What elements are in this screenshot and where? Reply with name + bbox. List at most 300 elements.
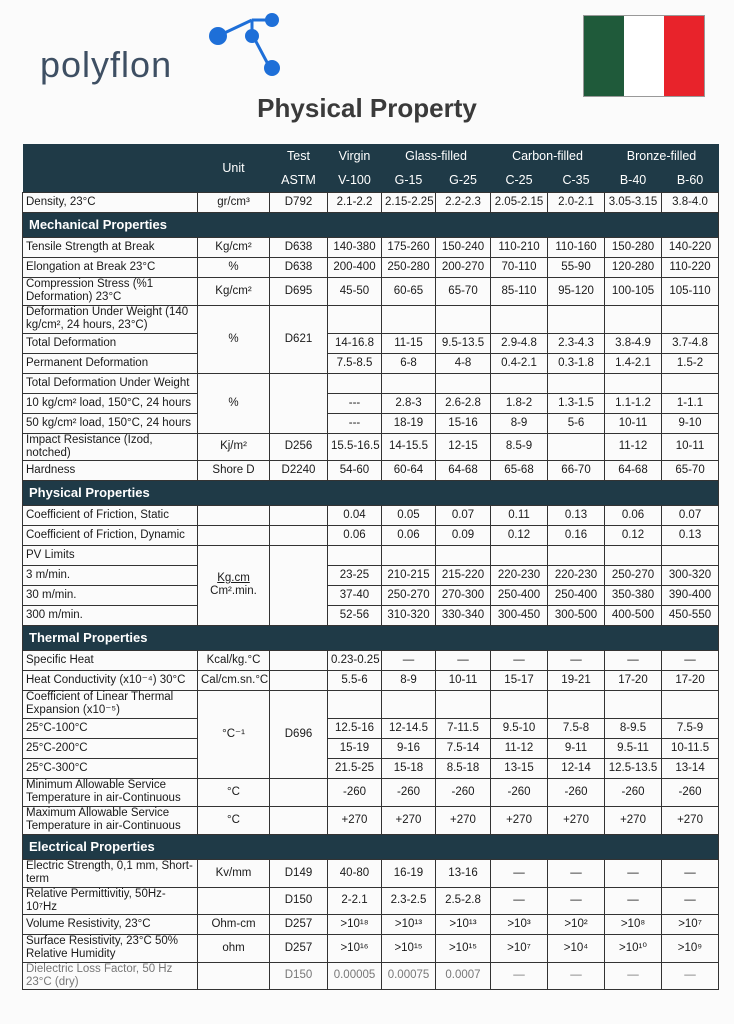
value-cell: -260 (662, 778, 719, 806)
value-cell: +270 (436, 806, 491, 834)
value-cell: --- (328, 393, 382, 413)
table-row (23, 333, 719, 353)
value-cell: 5.5-6 (328, 670, 382, 690)
value-cell: 0.04 (328, 505, 382, 525)
value-cell: 0.06 (382, 525, 436, 545)
property-table-wrapper (22, 144, 718, 990)
value-cell: 13-16 (436, 859, 491, 887)
value-cell: 0.16 (548, 525, 605, 545)
value-cell: 0.09 (436, 525, 491, 545)
test-cell: D696 (270, 690, 328, 778)
value-cell: 12.5-13.5 (605, 758, 662, 778)
value-cell (328, 545, 382, 565)
value-cell: >10⁸ (605, 914, 662, 934)
value-cell: 23-25 (328, 565, 382, 585)
unit-cell: Ohm-cm (198, 914, 270, 934)
value-cell: 210-215 (382, 565, 436, 585)
value-cell (548, 545, 605, 565)
value-cell: >10¹⁰ (605, 934, 662, 962)
test-cell: D792 (270, 192, 328, 212)
header-grade: B-40 (605, 168, 662, 192)
value-cell (548, 690, 605, 718)
polyflon-logo (40, 6, 260, 86)
test-cell (270, 373, 328, 433)
property-label: Relative Permittivitiy, 50Hz-10⁷Hz (23, 887, 198, 914)
property-label: 3 m/min. (23, 565, 198, 585)
value-cell (382, 305, 436, 333)
value-cell: 7.5-8 (548, 718, 605, 738)
value-cell: 250-270 (382, 585, 436, 605)
value-cell: 8.5-18 (436, 758, 491, 778)
value-cell (662, 373, 719, 393)
header-grade: G-15 (382, 168, 436, 192)
value-cell: 65-70 (662, 460, 719, 480)
test-cell (270, 670, 328, 690)
flag-stripe-1 (584, 16, 624, 96)
table-row (23, 585, 719, 605)
value-cell (436, 545, 491, 565)
value-cell: 15-16 (436, 413, 491, 433)
value-cell: 12-14 (548, 758, 605, 778)
property-label: Coefficient of Friction, Static (23, 505, 198, 525)
value-cell: 0.11 (491, 505, 548, 525)
value-cell: 12.5-16 (328, 718, 382, 738)
value-cell: 7.5-8.5 (328, 353, 382, 373)
value-cell: 4-8 (436, 353, 491, 373)
value-cell: 400-500 (605, 605, 662, 625)
value-cell: >10¹³ (436, 914, 491, 934)
table-row (23, 393, 719, 413)
value-cell: 250-280 (382, 257, 436, 277)
unit-cell: % (198, 305, 270, 373)
section-title: Electrical Properties (23, 834, 719, 859)
value-cell: 0.05 (382, 505, 436, 525)
value-cell: 0.13 (548, 505, 605, 525)
value-cell: 40-80 (328, 859, 382, 887)
value-cell: 14-15.5 (382, 433, 436, 460)
value-cell: 52-56 (328, 605, 382, 625)
value-cell (548, 373, 605, 393)
value-cell: 70-110 (491, 257, 548, 277)
value-cell: 2.1-2.2 (328, 192, 382, 212)
table-row (23, 545, 719, 565)
value-cell: 64-68 (605, 460, 662, 480)
test-cell (270, 650, 328, 670)
value-cell: 175-260 (382, 237, 436, 257)
value-cell: >10² (548, 914, 605, 934)
property-label: Electric Strength, 0,1 mm, Short-term (23, 859, 198, 887)
table-row (23, 237, 719, 257)
flag-image (583, 15, 705, 97)
value-cell: 65-70 (436, 277, 491, 305)
value-cell: +270 (382, 806, 436, 834)
value-cell: +270 (491, 806, 548, 834)
test-cell: D256 (270, 433, 328, 460)
value-cell (328, 305, 382, 333)
value-cell: 2.15-2.25 (382, 192, 436, 212)
test-cell: D695 (270, 277, 328, 305)
value-cell: >10⁹ (662, 934, 719, 962)
value-cell: 2.8-3 (382, 393, 436, 413)
table-row (23, 433, 719, 460)
property-label: Specific Heat (23, 650, 198, 670)
property-label: 25°C-300°C (23, 758, 198, 778)
value-cell: 0.06 (328, 525, 382, 545)
value-cell: 300-320 (662, 565, 719, 585)
value-cell: 18-19 (382, 413, 436, 433)
unit-cell: Cal/cm.sn.°C (198, 670, 270, 690)
value-cell: 0.07 (662, 505, 719, 525)
section-title: Physical Properties (23, 480, 719, 505)
value-cell: 2.9-4.8 (491, 333, 548, 353)
section-physical (23, 480, 719, 505)
value-cell (328, 373, 382, 393)
unit-cell (198, 525, 270, 545)
property-label: 10 kg/cm² load, 150°C, 24 hours (23, 393, 198, 413)
header-unit: Unit (198, 144, 270, 192)
value-cell: 0.3-1.8 (548, 353, 605, 373)
value-cell: 15-17 (491, 670, 548, 690)
value-cell: 120-280 (605, 257, 662, 277)
header-row-1 (23, 144, 719, 168)
header-astm: ASTM (270, 168, 328, 192)
logo-text: polyflon (40, 44, 173, 85)
value-cell: 0.4-2.1 (491, 353, 548, 373)
unit-cell (198, 545, 270, 625)
value-cell: 3.8-4.0 (662, 192, 719, 212)
property-label: Deformation Under Weight (140 kg/cm², 24 hours, 23°C) (23, 305, 198, 333)
property-label: 50 kg/cm² load, 150°C, 24 hours (23, 413, 198, 433)
value-cell: >10⁴ (548, 934, 605, 962)
test-cell (270, 806, 328, 834)
unit-cell: Kcal/kg.°C (198, 650, 270, 670)
value-cell: 0.12 (605, 525, 662, 545)
value-cell: 1.1-1.2 (605, 393, 662, 413)
section-title: Mechanical Properties (23, 212, 719, 237)
table-row (23, 277, 719, 305)
value-cell: — (605, 962, 662, 989)
value-cell: 12-15 (436, 433, 491, 460)
value-cell (382, 690, 436, 718)
value-cell: -260 (382, 778, 436, 806)
value-cell: 310-320 (382, 605, 436, 625)
property-label: Total Deformation (23, 333, 198, 353)
molecule-icon (180, 6, 290, 86)
property-label: Maximum Allowable Service Temperature in air-Continuous (23, 806, 198, 834)
header-group-carbon: Carbon-filled (491, 144, 605, 168)
value-cell: 1.3-1.5 (548, 393, 605, 413)
unit-cell: °C (198, 778, 270, 806)
test-cell (270, 505, 328, 525)
table-row (23, 257, 719, 277)
value-cell: 95-120 (548, 277, 605, 305)
value-cell: 215-220 (436, 565, 491, 585)
value-cell: 350-380 (605, 585, 662, 605)
header-group-glass: Glass-filled (382, 144, 491, 168)
property-label: Density, 23°C (23, 192, 198, 212)
unit-cell (198, 505, 270, 525)
value-cell: 9.5-11 (605, 738, 662, 758)
value-cell: 8-9 (491, 413, 548, 433)
value-cell: 0.06 (605, 505, 662, 525)
value-cell: 150-240 (436, 237, 491, 257)
property-label: Compression Stress (%1 Deformation) 23°C (23, 277, 198, 305)
value-cell: 19-21 (548, 670, 605, 690)
value-cell: --- (328, 413, 382, 433)
property-table (22, 144, 719, 990)
value-cell (491, 373, 548, 393)
value-cell: 13-15 (491, 758, 548, 778)
pv-unit-denominator: Cm².min. (210, 585, 257, 597)
value-cell: — (548, 887, 605, 914)
value-cell: 10-11 (662, 433, 719, 460)
value-cell (605, 305, 662, 333)
table-row (23, 859, 719, 887)
value-cell: 150-280 (605, 237, 662, 257)
value-cell: 11-12 (491, 738, 548, 758)
value-cell (382, 545, 436, 565)
value-cell: 270-300 (436, 585, 491, 605)
unit-cell: gr/cm³ (198, 192, 270, 212)
value-cell: 9-16 (382, 738, 436, 758)
value-cell: 37-40 (328, 585, 382, 605)
unit-cell: ohm (198, 934, 270, 962)
value-cell: 15.5-16.5 (328, 433, 382, 460)
value-cell: 1.8-2 (491, 393, 548, 413)
value-cell: 3.05-3.15 (605, 192, 662, 212)
value-cell: 100-105 (605, 277, 662, 305)
value-cell: 65-68 (491, 460, 548, 480)
value-cell (382, 373, 436, 393)
test-cell: D257 (270, 934, 328, 962)
value-cell: 0.12 (491, 525, 548, 545)
value-cell: 250-270 (605, 565, 662, 585)
table-row (23, 305, 719, 333)
value-cell: 140-220 (662, 237, 719, 257)
section-mechanical (23, 212, 719, 237)
value-cell: 21.5-25 (328, 758, 382, 778)
page-title: Physical Property (257, 93, 477, 123)
value-cell: 15-19 (328, 738, 382, 758)
value-cell: 16-19 (382, 859, 436, 887)
table-row (23, 738, 719, 758)
value-cell: >10³ (491, 914, 548, 934)
value-cell: 2.5-2.8 (436, 887, 491, 914)
table-row (23, 353, 719, 373)
value-cell: 2.3-2.5 (382, 887, 436, 914)
value-cell: 140-380 (328, 237, 382, 257)
value-cell: >10⁷ (662, 914, 719, 934)
value-cell: 7-11.5 (436, 718, 491, 738)
value-cell: 200-270 (436, 257, 491, 277)
unit-cell: % (198, 257, 270, 277)
value-cell: 60-65 (382, 277, 436, 305)
value-cell: 1-1.1 (662, 393, 719, 413)
value-cell: 2.05-2.15 (491, 192, 548, 212)
value-cell: 0.00005 (328, 962, 382, 989)
header-grade: V-100 (328, 168, 382, 192)
section-thermal (23, 625, 719, 650)
value-cell: 64-68 (436, 460, 491, 480)
value-cell: 9-11 (548, 738, 605, 758)
value-cell: +270 (605, 806, 662, 834)
value-cell: 0.0007 (436, 962, 491, 989)
value-cell: — (548, 962, 605, 989)
section-title: Thermal Properties (23, 625, 719, 650)
value-cell: 330-340 (436, 605, 491, 625)
value-cell: 10-11 (605, 413, 662, 433)
value-cell: >10¹³ (382, 914, 436, 934)
test-cell (270, 545, 328, 625)
unit-cell: % (198, 373, 270, 433)
unit-cell (198, 887, 270, 914)
value-cell: >10¹⁵ (436, 934, 491, 962)
value-cell: 7.5-9 (662, 718, 719, 738)
test-cell (270, 525, 328, 545)
table-row (23, 605, 719, 625)
table-row (23, 778, 719, 806)
value-cell: 10-11 (436, 670, 491, 690)
test-cell: D621 (270, 305, 328, 373)
value-cell: 220-230 (548, 565, 605, 585)
value-cell: -260 (548, 778, 605, 806)
unit-cell: °C⁻¹ (198, 690, 270, 778)
property-label: Tensile Strength at Break (23, 237, 198, 257)
unit-cell: °C (198, 806, 270, 834)
table-row (23, 758, 719, 778)
test-cell: D638 (270, 257, 328, 277)
property-label: Volume Resistivity, 23°C (23, 914, 198, 934)
table-row (23, 413, 719, 433)
value-cell: — (662, 887, 719, 914)
value-cell: 390-400 (662, 585, 719, 605)
value-cell: — (491, 859, 548, 887)
value-cell: 54-60 (328, 460, 382, 480)
value-cell: +270 (662, 806, 719, 834)
value-cell: — (548, 859, 605, 887)
value-cell: >10¹⁸ (328, 914, 382, 934)
value-cell: 15-18 (382, 758, 436, 778)
value-cell: 55-90 (548, 257, 605, 277)
value-cell: 11-15 (382, 333, 436, 353)
value-cell: 2.3-4.3 (548, 333, 605, 353)
property-label: Surface Resistivity, 23°C 50% Relative Humidity (23, 934, 198, 962)
value-cell: 2-2.1 (328, 887, 382, 914)
value-cell: 9.5-10 (491, 718, 548, 738)
value-cell: 9-10 (662, 413, 719, 433)
value-cell: 250-400 (491, 585, 548, 605)
table-row (23, 525, 719, 545)
value-cell: 8-9.5 (605, 718, 662, 738)
value-cell: 250-400 (548, 585, 605, 605)
value-cell: — (605, 859, 662, 887)
value-cell: 2.6-2.8 (436, 393, 491, 413)
value-cell: 12-14.5 (382, 718, 436, 738)
test-cell (270, 778, 328, 806)
value-cell: 17-20 (662, 670, 719, 690)
header-grade: C-25 (491, 168, 548, 192)
test-cell: D638 (270, 237, 328, 257)
value-cell: 450-550 (662, 605, 719, 625)
property-label: 300 m/min. (23, 605, 198, 625)
value-cell: 13-14 (662, 758, 719, 778)
value-cell (605, 545, 662, 565)
value-cell (436, 373, 491, 393)
test-cell: D150 (270, 887, 328, 914)
table-row (23, 505, 719, 525)
unit-cell: Kg/cm² (198, 237, 270, 257)
header-grade: G-25 (436, 168, 491, 192)
value-cell: — (605, 650, 662, 670)
value-cell (491, 545, 548, 565)
unit-cell: Kg/cm² (198, 277, 270, 305)
value-cell: 5-6 (548, 413, 605, 433)
table-row (23, 373, 719, 393)
value-cell (436, 305, 491, 333)
value-cell: — (662, 962, 719, 989)
value-cell: 110-160 (548, 237, 605, 257)
value-cell: — (491, 962, 548, 989)
header-test: Test (270, 144, 328, 168)
property-label: Dielectric Loss Factor, 50 Hz 23°C (dry) (23, 962, 198, 989)
value-cell (436, 690, 491, 718)
property-label: Impact Resistance (Izod, notched) (23, 433, 198, 460)
property-label: Hardness (23, 460, 198, 480)
test-cell: D257 (270, 914, 328, 934)
value-cell: 110-210 (491, 237, 548, 257)
value-cell: 300-500 (548, 605, 605, 625)
value-cell (662, 690, 719, 718)
table-row (23, 914, 719, 934)
value-cell: 6-8 (382, 353, 436, 373)
value-cell: 0.23-0.25 (328, 650, 382, 670)
value-cell: +270 (548, 806, 605, 834)
value-cell: +270 (328, 806, 382, 834)
value-cell: 66-70 (548, 460, 605, 480)
table-row (23, 962, 719, 989)
value-cell: >10⁷ (491, 934, 548, 962)
value-cell: 3.7-4.8 (662, 333, 719, 353)
value-cell: 2.0-2.1 (548, 192, 605, 212)
value-cell: -260 (328, 778, 382, 806)
table-row (23, 934, 719, 962)
header-group-bronze: Bronze-filled (605, 144, 719, 168)
value-cell: — (491, 650, 548, 670)
unit-cell (198, 962, 270, 989)
flag-stripe-2 (624, 16, 664, 96)
value-cell: 2.2-2.3 (436, 192, 491, 212)
value-cell: 3.8-4.9 (605, 333, 662, 353)
value-cell: — (436, 650, 491, 670)
value-cell (328, 690, 382, 718)
flag-stripe-3 (664, 16, 704, 96)
value-cell: 200-400 (328, 257, 382, 277)
property-label: Permanent Deformation (23, 353, 198, 373)
value-cell: — (662, 650, 719, 670)
value-cell: — (548, 650, 605, 670)
table-row (23, 690, 719, 718)
value-cell: 11-12 (605, 433, 662, 460)
value-cell (548, 433, 605, 460)
property-label: Minimum Allowable Service Temperature in air-Continuous (23, 778, 198, 806)
header-blank (23, 144, 198, 192)
value-cell: 60-64 (382, 460, 436, 480)
value-cell: -260 (436, 778, 491, 806)
property-label: Coefficient of Friction, Dynamic (23, 525, 198, 545)
value-cell (491, 690, 548, 718)
value-cell (662, 305, 719, 333)
value-cell (491, 305, 548, 333)
